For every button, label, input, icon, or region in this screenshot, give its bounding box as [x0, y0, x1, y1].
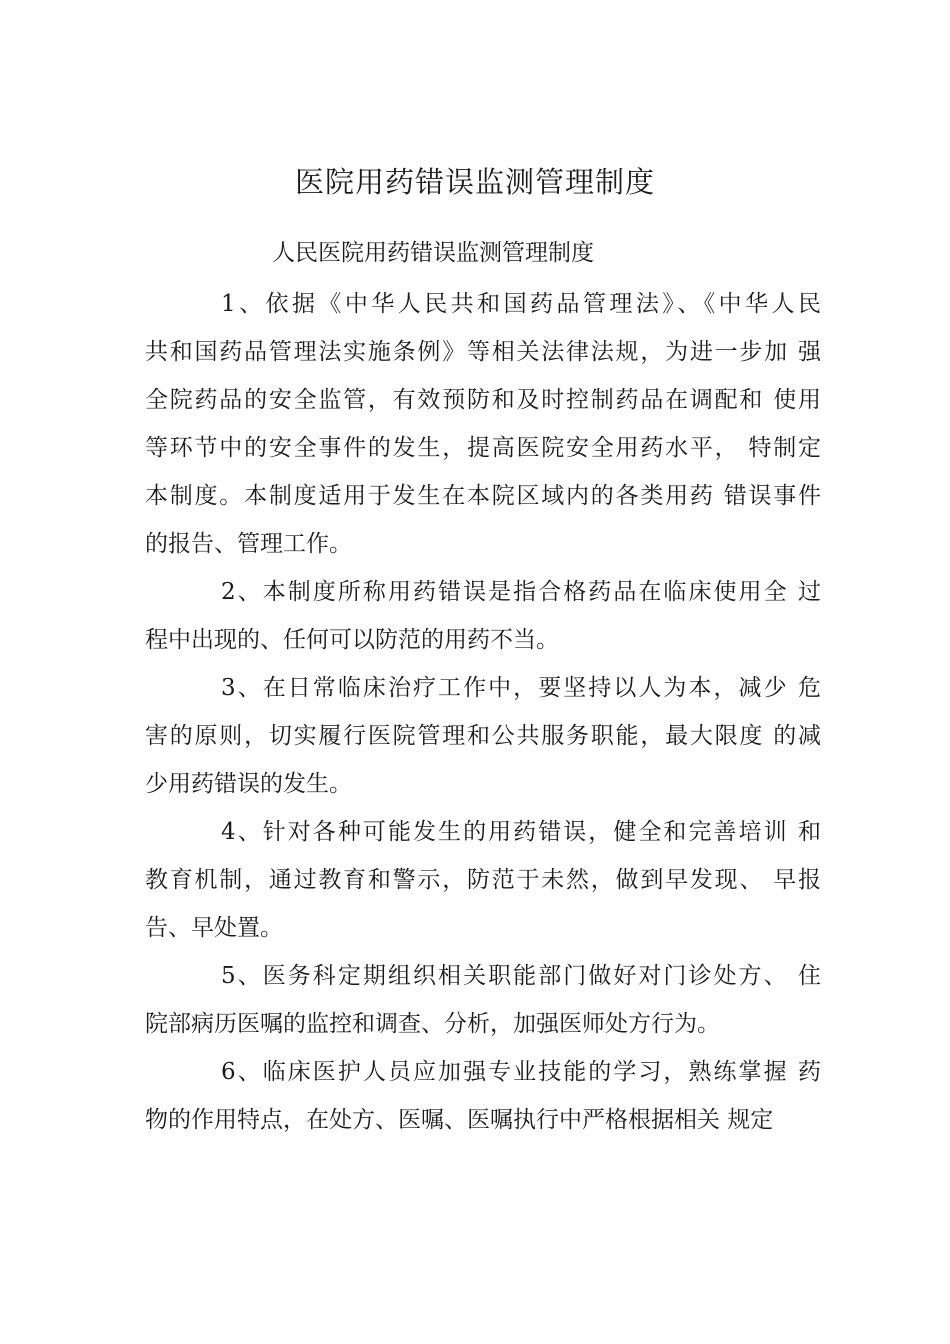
- document-body: [145, 280, 821, 1144]
- paragraph-line: 2、本制度所称用药错误是指合格药品在临床使用全 过: [221, 579, 821, 605]
- document-subtitle: 人民医院用药错误监测管理制度: [272, 240, 594, 266]
- paragraph-line: 4、针对各种可能发生的用药错误，健全和完善培训 和: [221, 819, 821, 845]
- paragraph-line: 共和国药品管理法实施条例》等相关法律法规，为进一步加 强: [145, 339, 821, 365]
- paragraph-line: 全院药品的安全监管，有效预防和及时控制药品在调配和 使用: [145, 387, 821, 413]
- document-title: 医院用药错误监测管理制度: [294, 165, 655, 199]
- paragraph-line: 害的原则，切实履行医院管理和公共服务职能，最大限度 的减: [145, 723, 821, 749]
- paragraph-line: 院部病历医嘱的监控和调查、分析，加强医师处方行为。: [145, 1011, 720, 1037]
- paragraph-line: 6、临床医护人员应加强专业技能的学习，熟练掌握 药: [221, 1059, 821, 1085]
- paragraph-5: [145, 952, 821, 1048]
- paragraph-line: 教育机制，通过教育和警示，防范于未然，做到早发现、 早报: [145, 867, 821, 893]
- paragraph-line: 少用药错误的发生。: [145, 771, 352, 797]
- paragraph-line: 物的作用特点，在处方、医嘱、医嘱执行中严格根据相关 规定: [145, 1107, 774, 1133]
- paragraph-line: 本制度。本制度适用于发生在本院区域内的各类用药 错误事件: [145, 483, 821, 509]
- paragraph-2: [145, 568, 821, 664]
- paragraph-line: 等环节中的安全事件的发生，提高医院安全用药水平， 特制定: [145, 435, 821, 461]
- paragraph-line: 的报告、管理工作。: [145, 531, 352, 557]
- paragraph-4: [145, 808, 821, 952]
- paragraph-line: 1、依据《中华人民共和国药品管理法》、《中华人民: [221, 291, 821, 317]
- paragraph-line: 5、医务科定期组织相关职能部门做好对门诊处方、 住: [221, 963, 821, 989]
- paragraph-line: 程中出现的、任何可以防范的用药不当。: [145, 627, 559, 653]
- paragraph-6: [145, 1048, 821, 1144]
- paragraph-line: 告、早处置。: [145, 915, 283, 941]
- paragraph-line: 3、在日常临床治疗工作中，要坚持以人为本，减少 危: [221, 675, 821, 701]
- paragraph-3: [145, 664, 821, 808]
- paragraph-1: [145, 280, 821, 568]
